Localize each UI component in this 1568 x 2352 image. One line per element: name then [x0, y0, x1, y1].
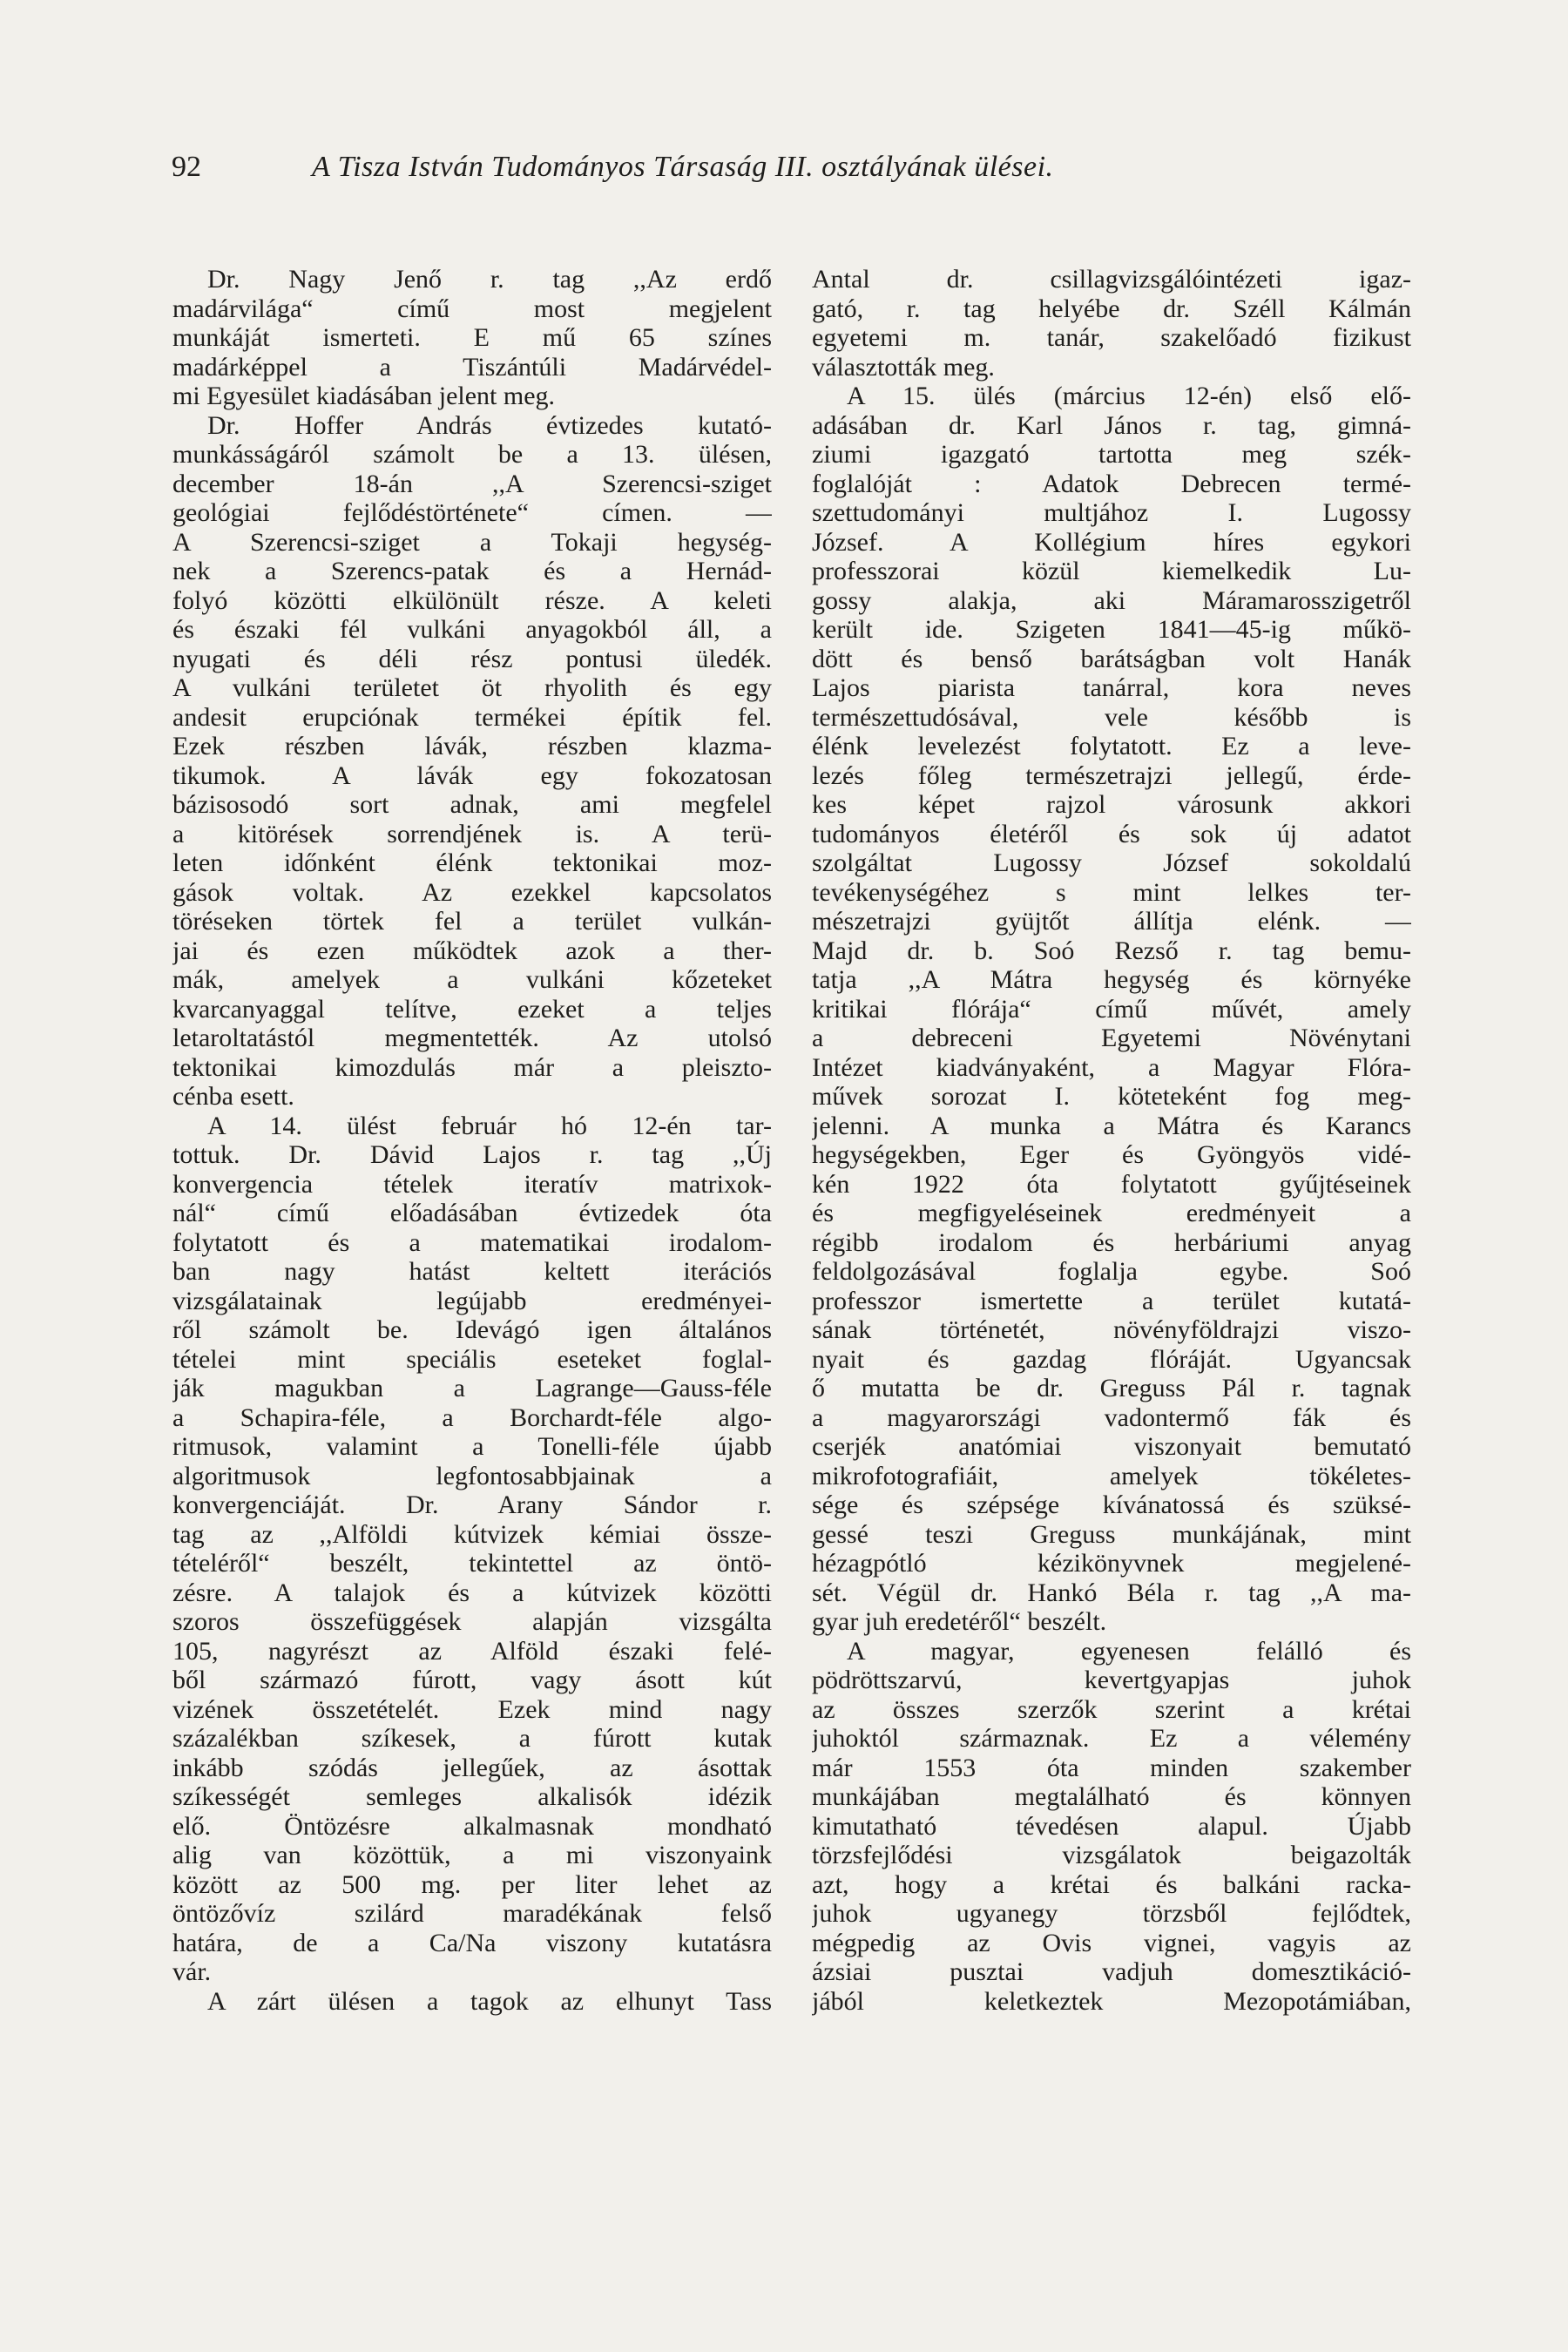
text-line: öntözővíz szilárd maradékának felső	[172, 1899, 772, 1928]
text-line: szolgáltat Lugossy József sokoldalú	[812, 848, 1411, 877]
text-line: juhok ugyanegy törzsből fejlődtek,	[812, 1899, 1411, 1928]
text-line: nyugati és déli rész pontusi üledék.	[172, 644, 772, 673]
text-line: kvarcanyaggal telítve, ezeket a teljes	[172, 994, 772, 1024]
text-line: letaroltatástól megmentették. Az utolsó	[172, 1024, 772, 1052]
text-line: Dr. Nagy Jenő r. tag ,,Az erdő	[207, 265, 772, 294]
text-line: kritikai flórája“ című művét, amely	[812, 994, 1411, 1024]
text-line: szoros összefüggések alapján vizsgálta	[172, 1607, 772, 1636]
text-line: kes képet rajzol városunk akkori	[812, 790, 1411, 819]
text-line: professzor ismertette a terület kutatá-	[812, 1286, 1411, 1315]
text-line: sége és szépsége kívánatossá és szüksé-	[812, 1490, 1411, 1519]
text-line: gató, r. tag helyébe dr. Széll Kálmán	[812, 294, 1411, 323]
text-line: tag az ,,Alföldi kútvizek kémiai össze-	[172, 1519, 772, 1549]
text-line: választották meg.	[812, 352, 995, 382]
text-line: és északi fél vulkáni anyagokból áll, a	[172, 615, 772, 644]
text-line: munkásságáról számolt be a 13. ülésen,	[172, 440, 772, 469]
text-line: százalékban szíkesek, a fúrott kutak	[172, 1724, 772, 1753]
text-line: jai és ezen működtek azok a ther-	[172, 936, 772, 965]
text-line: tevékenységéhez s mint lelkes ter-	[812, 877, 1411, 907]
text-line: A zárt ülésen a tagok az elhunyt Tass	[207, 1986, 772, 2016]
text-line: tatja ,,A Mátra hegység és környéke	[812, 965, 1411, 994]
text-line: ban nagy hatást keltett iterációs	[172, 1257, 772, 1286]
text-line: Lajos piarista tanárral, kora neves	[812, 673, 1411, 702]
text-line: folytatott és a matematikai irodalom-	[172, 1227, 772, 1257]
right-text-column	[812, 265, 1411, 2016]
text-line: töréseken törtek fel a terület vulkán-	[172, 907, 772, 936]
text-line: elő. Öntözésre alkalmasnak mondható	[172, 1811, 772, 1841]
text-line: tudományos életéről és sok új adatot	[812, 819, 1411, 848]
text-line: andesit erupciónak termékei építik fel.	[172, 702, 772, 732]
text-line: a Schapira-féle, a Borchardt-féle algo-	[172, 1402, 772, 1432]
text-line: nyait és gazdag flóráját. Ugyancsak	[812, 1344, 1411, 1374]
page-number: 92	[172, 151, 201, 183]
text-line: hegységekben, Eger és Gyöngyös vidé-	[812, 1140, 1411, 1169]
text-line: jából keletkeztek Mezopotámiában,	[812, 1986, 1411, 2016]
text-line: konvergencia tételek iteratív matrixok-	[172, 1169, 772, 1199]
text-line: leten időnként élénk tektonikai moz-	[172, 848, 772, 877]
text-line: folyó közötti elkülönült része. A keleti	[172, 585, 772, 615]
text-line: A 14. ülést február hó 12-én tar-	[207, 1111, 772, 1140]
text-line: a debreceni Egyetemi Növénytani	[812, 1024, 1411, 1052]
text-line: a kitörések sorrendjének is. A terü-	[172, 819, 772, 848]
running-title: A Tisza István Tudományos Társaság III. osztályának ülései.	[312, 151, 1054, 183]
text-line: bázisosodó sort adnak, ami megfelel	[172, 790, 772, 819]
text-line: Intézet kiadványaként, a Magyar Flóra-	[812, 1052, 1411, 1082]
text-line: határa, de a Ca/Na viszony kutatásra	[172, 1928, 772, 1957]
text-line: egyetemi m. tanár, szakelőadó fizikust	[812, 323, 1411, 352]
text-line: nál“ című előadásában évtizedek óta	[172, 1199, 772, 1227]
text-line: munkáját ismerteti. E mű 65 színes	[172, 323, 772, 352]
text-line: zésre. A talajok és a kútvizek közötti	[172, 1578, 772, 1607]
text-line: cserjék anatómiai viszonyait bemutató	[812, 1432, 1411, 1461]
text-line: munkájában megtalálható és könnyen	[812, 1782, 1411, 1811]
text-line: ről számolt be. Idevágó igen általános	[172, 1315, 772, 1344]
text-line: ziumi igazgató tartotta meg szék-	[812, 440, 1411, 469]
text-line: A magyar, egyenesen felálló és	[847, 1636, 1411, 1666]
text-line: vizének összetételét. Ezek mind nagy	[172, 1694, 772, 1724]
text-line: nek a Szerencs-patak és a Hernád-	[172, 557, 772, 585]
text-line: az összes szerzők szerint a krétai	[812, 1694, 1411, 1724]
text-line: ják magukban a Lagrange—Gauss-féle	[172, 1374, 772, 1402]
text-line: foglalóját : Adatok Debrecen termé-	[812, 469, 1411, 498]
text-line: A vulkáni területet öt rhyolith és egy	[172, 673, 772, 702]
text-line: geológiai fejlődéstörténete“ címen. —	[172, 498, 772, 527]
text-line: konvergenciáját. Dr. Arany Sándor r.	[172, 1490, 772, 1519]
text-line: között az 500 mg. per liter lehet az	[172, 1869, 772, 1899]
text-line: jelenni. A munka a Mátra és Karancs	[812, 1111, 1411, 1140]
text-line: tektonikai kimozdulás már a pleiszto-	[172, 1052, 772, 1082]
text-line: már 1553 óta minden szakember	[812, 1753, 1411, 1782]
text-line: került ide. Szigeten 1841—45-ig műkö-	[812, 615, 1411, 644]
text-line: és megfigyeléseinek eredményeit a	[812, 1199, 1411, 1227]
text-line: kimutatható tévedésen alapul. Újabb	[812, 1811, 1411, 1841]
text-line: feldolgozásával foglalja egybe. Soó	[812, 1257, 1411, 1286]
text-line: tikumok. A lávák egy fokozatosan	[172, 760, 772, 790]
text-line: Majd dr. b. Soó Rezső r. tag bemu-	[812, 936, 1411, 965]
text-line: a magyarországi vadontermő fák és	[812, 1402, 1411, 1432]
text-line: szíkességét semleges alkalisók idézik	[172, 1782, 772, 1811]
text-line: inkább szódás jellegűek, az ásottak	[172, 1753, 772, 1782]
text-line: gossy alakja, aki Máramarosszigetről	[812, 585, 1411, 615]
text-line: művek sorozat I. köteteként fog meg-	[812, 1082, 1411, 1111]
text-line: vizsgálatainak legújabb eredményei-	[172, 1286, 772, 1315]
text-line: természettudósával, vele később is	[812, 702, 1411, 732]
text-line: szettudományi multjához I. Lugossy	[812, 498, 1411, 527]
text-line: mégpedig az Ovis vignei, vagyis az	[812, 1928, 1411, 1957]
text-line: tottuk. Dr. Dávid Lajos r. tag ,,Új	[172, 1140, 772, 1169]
text-line: lezés főleg természetrajzi jellegű, érde-	[812, 760, 1411, 790]
text-line: 105, nagyrészt az Alföld északi felé-	[172, 1636, 772, 1666]
text-line: tételéről“ beszélt, tekintettel az öntö-	[172, 1549, 772, 1578]
text-line: ritmusok, valamint a Tonelli-féle újabb	[172, 1432, 772, 1461]
text-line: madárképpel a Tiszántúli Madárvédel-	[172, 352, 772, 382]
text-line: vár.	[172, 1957, 212, 1986]
text-line: tételei mint speciális eseteket foglal-	[172, 1344, 772, 1374]
text-line: mi Egyesület kiadásában jelent meg.	[172, 382, 556, 410]
text-line: törzsfejlődési vizsgálatok beigazolták	[812, 1841, 1411, 1869]
text-line: adásában dr. Karl János r. tag, gimná-	[812, 410, 1411, 440]
text-line: algoritmusok legfontosabbjainak a	[172, 1461, 772, 1490]
text-line: madárvilága“ című most megjelent	[172, 294, 772, 323]
text-line: ő mutatta be dr. Greguss Pál r. tagnak	[812, 1374, 1411, 1402]
text-line: azt, hogy a krétai és balkáni racka-	[812, 1869, 1411, 1899]
text-line: A Szerencsi-sziget a Tokaji hegység-	[172, 527, 772, 557]
text-line: mák, amelyek a vulkáni kőzeteket	[172, 965, 772, 994]
text-line: ből származó fúrott, vagy ásott kút	[172, 1666, 772, 1694]
text-line: mikrofotografiáit, amelyek tökéletes-	[812, 1461, 1411, 1490]
text-line: mészetrajzi gyüjtőt állítja elénk. —	[812, 907, 1411, 936]
text-line: sának történetét, növényföldrajzi viszo-	[812, 1315, 1411, 1344]
text-line: régibb irodalom és herbáriumi anyag	[812, 1227, 1411, 1257]
text-line: sét. Végül dr. Hankó Béla r. tag ,,A ma-	[812, 1578, 1411, 1607]
left-text-column	[172, 265, 772, 2016]
text-line: A 15. ülés (március 12-én) első elő-	[847, 382, 1411, 410]
text-line: gessé teszi Greguss munkájának, mint	[812, 1519, 1411, 1549]
text-line: professzorai közül kiemelkedik Lu-	[812, 557, 1411, 585]
text-line: Antal dr. csillagvizsgálóintézeti igaz-	[812, 265, 1411, 294]
text-line: gyar juh eredetéről“ beszélt.	[812, 1607, 1107, 1636]
text-line: Ezek részben lávák, részben klazma-	[172, 732, 772, 760]
text-line: pödröttszarvú, kevertgyapjas juhok	[812, 1666, 1411, 1694]
text-line: József. A Kollégium híres egykori	[812, 527, 1411, 557]
text-line: december 18-án ,,A Szerencsi-sziget	[172, 469, 772, 498]
text-line: dött és benső barátságban volt Hanák	[812, 644, 1411, 673]
text-line: élénk levelezést folytatott. Ez a leve-	[812, 732, 1411, 760]
text-line: cénba esett.	[172, 1082, 294, 1111]
text-line: alig van közöttük, a mi viszonyaink	[172, 1841, 772, 1869]
text-line: hézagpótló kézikönyvnek megjelené-	[812, 1549, 1411, 1578]
text-line: gások voltak. Az ezekkel kapcsolatos	[172, 877, 772, 907]
text-line: juhoktól származnak. Ez a vélemény	[812, 1724, 1411, 1753]
text-line: kén 1922 óta folytatott gyűjtéseinek	[812, 1169, 1411, 1199]
text-line: ázsiai pusztai vadjuh domesztikáció-	[812, 1957, 1411, 1986]
text-line: Dr. Hoffer András évtizedes kutató-	[207, 410, 772, 440]
